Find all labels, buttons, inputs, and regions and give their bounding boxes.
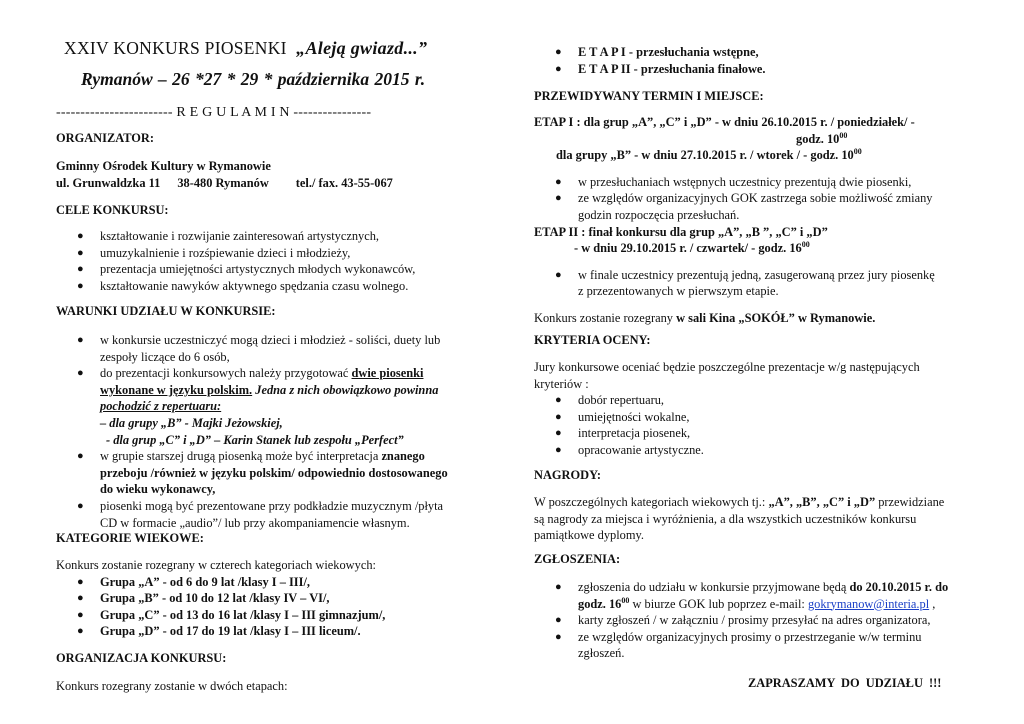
list-item: ● kształtowanie nawyków aktywnego spędzania czasu wolnego.	[77, 278, 409, 293]
bullet-dot-icon: ●	[77, 279, 84, 292]
conditions-list	[56, 332, 448, 531]
etap2-date: - w dniu 29.10.2015 r. / czwartek/ - godz. $16^{00}$	[574, 240, 810, 256]
schedule-heading: PRZEWIDYWANY TERMIN I MIEJSCE:	[534, 89, 764, 103]
etap1-time: godz. $10^{00}$	[796, 130, 848, 146]
goals-list	[56, 228, 415, 294]
criteria-heading: KRYTERIA OCENY:	[534, 333, 651, 347]
closing-invitation: ZAPRASZAMY DO UDZIAŁU !!!	[748, 676, 942, 690]
bullet-dot-icon: ●	[77, 592, 84, 605]
etap1-line: ETAP I : dla grup „A”, „C” i „D” - w dniu 26.10.2015 r. / poniedziałek/ -	[534, 115, 915, 129]
goals-section	[56, 203, 415, 294]
list-item: ● dobór repertuaru,	[555, 393, 665, 408]
criteria-intro-cont: kryteriów :	[534, 376, 589, 391]
list-item: ● karty zgłoszeń / w załączniu / prosimy przesyłać na adres organizatora,	[555, 613, 931, 628]
criteria-list	[534, 392, 920, 458]
bullet-dot-icon: ●	[555, 192, 562, 205]
organization-section	[56, 651, 288, 695]
list-item: ● prezentacja umiejętności artystycznych młodych wykonawców,	[77, 262, 416, 277]
stages-section	[534, 44, 766, 77]
criteria-intro: Jury konkursowe oceniać będzie poszczególne prezentacje w/g następujących	[534, 360, 920, 374]
bullet-dot-icon: ●	[77, 263, 84, 276]
final-notes-list	[534, 267, 935, 300]
list-item: ● E T A P II - przesłuchania finałowe.	[555, 61, 766, 76]
list-item: ● E T A P I - przesłuchania wstępne,	[555, 45, 759, 59]
list-item: ● ze względów organizacyjnych prosimy o przestrzeganie w/w terminu zgłoszeń.	[555, 629, 922, 661]
organizer-phone: tel./ fax. 43-55-067	[295, 175, 393, 190]
list-item: ● ze względów organizacyjnych GOK zastrzega sobie możliwość zmiany godzin rozpoczęcia przesłuchań.	[555, 191, 933, 222]
list-item: ● interpretacja piosenek,	[555, 426, 691, 441]
contest-prefix: XXIV KONKURS PIOSENKI	[64, 38, 287, 58]
bullet-dot-icon: ●	[77, 450, 84, 463]
bullet-dot-icon: ●	[77, 246, 84, 259]
awards-line-3: pamiątkowe dyplomy.	[534, 528, 645, 543]
etap1-group-b: dla grupy „B” - w dniu 27.10.2015 r. / wtorek / - godz. $10^{00}$	[556, 147, 862, 163]
criteria-section	[534, 333, 920, 459]
list-item: ● zgłoszenia do udziału w konkursie przyjmowane będą do 20.10.2015 r. do godz. $16^{00}$ w biurze GOK lub poprzez e-mail: gokrymanow@interia.pl ,	[555, 580, 949, 611]
contest-name: „Aleją gwiazd...”	[296, 38, 428, 58]
organization-heading: ORGANIZACJA KONKURSU:	[56, 651, 227, 665]
categories-intro: Konkurs zostanie rozegrany w czterech kategoriach wiekowych:	[56, 558, 376, 572]
bullet-dot-icon: ●	[555, 427, 562, 440]
awards-heading: NAGRODY:	[534, 468, 602, 482]
list-item: ● Grupa „B” - od 10 do 12 lat /klasy IV – VI/,	[77, 591, 330, 606]
bullet-dot-icon: ●	[555, 614, 562, 627]
list-item: ● w grupie starszej drugą piosenką może być interpretacja znanego przeboju /również w języku polskim/ odpowiednio dostosowanego do wieku wykonawcy,	[77, 449, 448, 497]
categories-heading: KATEGORIE WIEKOWE:	[56, 531, 204, 545]
bullet-dot-icon: ●	[77, 608, 84, 621]
bullet-dot-icon: ●	[555, 443, 562, 456]
applications-list	[534, 579, 948, 662]
categories-section	[56, 531, 385, 640]
organizer-name: Gminny Ośrodek Kultury w Rymanowie	[56, 159, 271, 173]
bullet-dot-icon: ●	[555, 62, 562, 75]
organization-intro: Konkurs rozegrany zostanie w dwóch etapach:	[56, 679, 288, 693]
list-item: ● w konkursie uczestniczyć mogą dzieci i młodzież - soliści, duety lub zespoły liczące do 6 osób,	[77, 333, 441, 364]
organizer-address	[56, 175, 393, 192]
bullet-dot-icon: ●	[555, 394, 562, 407]
etap2-line: ETAP II : finał konkursu dla grup „A”, „B ”, „C” i „D”	[534, 224, 828, 239]
organizer-section	[56, 131, 393, 191]
contest-dates: Rymanów – 26 *27 * 29 * października 2015 r.	[81, 69, 426, 89]
organizer-city: 38-480 Rymanów	[177, 175, 269, 190]
contest-title	[64, 38, 427, 59]
venue-line: Konkurs zostanie rozegrany w sali Kina „SOKÓŁ” w Rymanowie.	[534, 310, 876, 325]
awards-section	[534, 468, 944, 544]
applications-heading: ZGŁOSZENIA:	[534, 552, 621, 566]
applications-section	[534, 552, 948, 662]
schedule-notes-list	[534, 174, 935, 224]
list-item: ● umuzykalnienie i rozśpiewanie dzieci i młodzieży,	[77, 245, 351, 260]
conditions-heading: WARUNKI UDZIAŁU W KONKURSIE:	[56, 304, 276, 318]
bullet-dot-icon: ●	[555, 581, 562, 593]
bullet-dot-icon: ●	[555, 175, 562, 188]
email-link[interactable]: gokrymanow@interia.pl	[807, 596, 930, 611]
organizer-heading: ORGANIZATOR:	[56, 131, 154, 145]
regulamin-heading: ------------------------ R E G U L A M I N ----------------	[56, 105, 372, 120]
bullet-dot-icon: ●	[77, 334, 84, 346]
bullet-dot-icon: ●	[77, 499, 84, 512]
list-item: ● umiejętności wokalne,	[555, 409, 690, 424]
list-item: ● w przesłuchaniach wstępnych uczestnicy prezentują dwie piosenki,	[555, 174, 912, 189]
bullet-dot-icon: ●	[77, 230, 84, 242]
list-item: ● Grupa „C” - od 13 do 16 lat /klasy I – III gimnazjum/,	[77, 607, 386, 622]
stages-list	[534, 44, 766, 77]
bullet-dot-icon: ●	[555, 268, 562, 281]
bullet-dot-icon: ●	[555, 410, 562, 423]
categories-list	[56, 574, 385, 640]
list-item: ● do prezentacji konkursowych należy przygotować dwie piosenki wykonane w języku polskim. Jedna z nich obowiązkowo powinna pochodzić z repertuaru: – dla grupy „B” - Majki Jeżowskiej, - dla grup „C” i „D” – Karin Stanek lub zespołu „Perfect”	[77, 366, 439, 447]
conditions-section	[56, 304, 448, 531]
bullet-dot-icon: ●	[77, 367, 84, 380]
awards-line-1: W poszczególnych kategoriach wiekowych tj.: „A”, „B”, „C” i „D” przewidziane	[534, 495, 945, 509]
list-item: ● Grupa „D” - od 17 do 19 lat /klasy I – III liceum/.	[77, 624, 361, 639]
bullet-dot-icon: ●	[77, 625, 84, 638]
list-item: ● w finale uczestnicy prezentują jedną, zasugerowaną przez jury piosenkę z przezentowanych w pierwszym etapie.	[555, 267, 935, 299]
list-item: ● piosenki mogą być prezentowane przy podkładzie muzycznym /płyta CD w formacie „audio”/ lub przy akompaniamencie własnym.	[77, 498, 444, 530]
list-item: ● opracowanie artystyczne.	[555, 442, 704, 457]
organizer-street: ul. Grunwaldzka 11	[56, 175, 161, 190]
list-item: ● Grupa „A” - od 6 do 9 lat /klasy I – III/,	[77, 574, 310, 589]
bullet-dot-icon: ●	[77, 575, 84, 588]
awards-line-2: są nagrody za miejsca i wyróżnienia, a dla wszystkich uczestników konkursu	[534, 511, 917, 526]
goals-heading: CELE KONKURSU:	[56, 203, 169, 217]
bullet-dot-icon: ●	[555, 630, 562, 643]
schedule-section	[534, 89, 935, 327]
bullet-dot-icon: ●	[555, 46, 562, 58]
list-item: ● kształtowanie i rozwijanie zainteresowań artystycznych,	[77, 229, 380, 243]
